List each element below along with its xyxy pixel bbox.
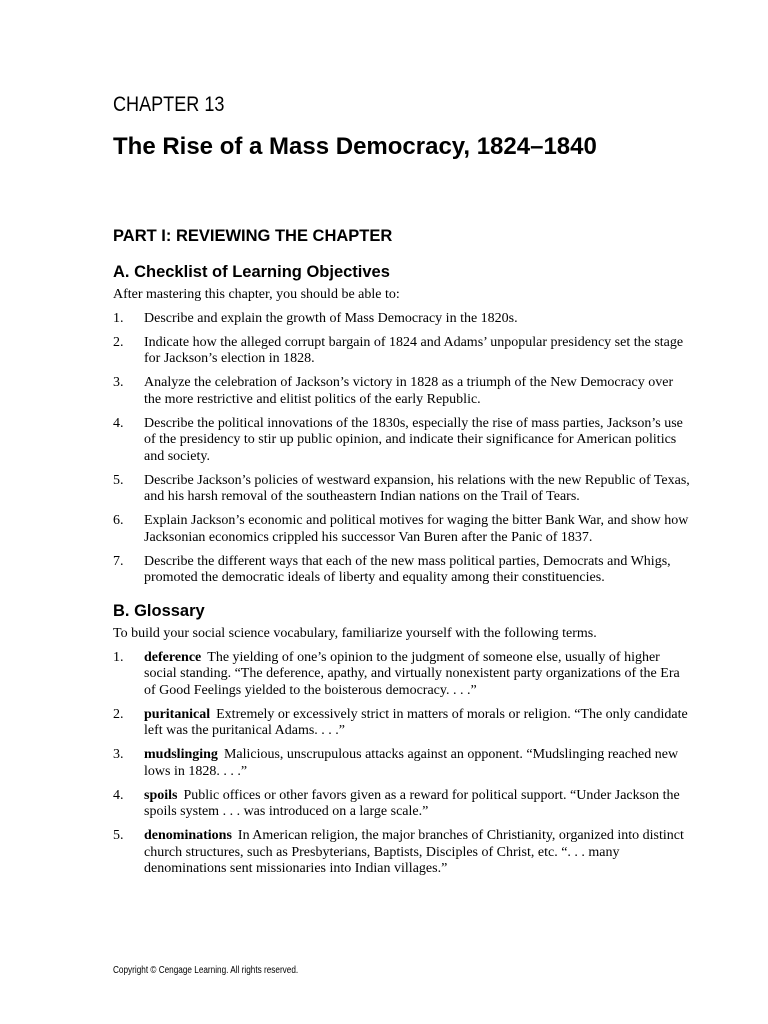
glossary-term: denominations [144,828,232,843]
item-number: 2. [113,706,124,722]
item-text [144,788,693,821]
glossary-item [113,747,693,780]
item-number: 4. [113,787,124,803]
chapter-title: The Rise of a Mass Democracy, 1824–1840 [113,133,597,160]
item-number: 6. [113,513,124,528]
item-text [144,747,693,780]
item-number: 4. [113,415,124,431]
glossary-item [113,788,693,821]
item-text: Indicate how the alleged corrupt bargain of 1824 and Adams’ unpopular presidency set the stage for Jackson’s election in 1828. [144,334,684,366]
section-intro: After mastering this chapter, you should be able to: [113,287,400,302]
glossary-definition: Public offices or other favors given as a reward for political support. “Under Jackson the spoils system . . . was introduced on a large scale.” [144,787,680,819]
item-number: 1. [113,310,124,326]
glossary-item [113,828,693,878]
list-item [113,554,693,587]
learning-objectives-section [113,262,693,594]
item-number: 3. [113,375,124,390]
glossary-list [113,650,693,878]
item-number: 5. [113,472,124,488]
glossary-item [113,707,693,740]
item-number: 2. [113,334,124,350]
list-item [113,473,693,506]
chapter-label: CHAPTER 13 [113,93,225,116]
glossary-definition: In American religion, the major branches of Christianity, organized into distinct church structures, such as Presbyterians, Baptists, Disciples of Christ, etc. “. . . many denominations sent missionaries into Indian villages.” [144,828,684,876]
copyright-footer: Copyright © Cengage Learning. All rights reserved. [113,965,299,976]
section-heading: A. Checklist of Learning Objectives [113,263,390,281]
glossary-term: spoils [144,787,178,803]
part-heading: PART I: REVIEWING THE CHAPTER [113,227,393,245]
item-text: Explain Jackson’s economic and political motives for waging the bitter Bank War, and show how Jacksonian economics crippled his successor Van Buren after the Panic of 1837. [144,513,689,545]
glossary-definition: Extremely or excessively strict in matters of morals or religion. “The only candidate left was the puritanical Adams. . . .” [144,706,688,738]
glossary-definition: The yielding of one’s opinion to the judgment of someone else, usually of higher social standing. “The deference, apathy, and virtually nonexistent party organizations of the Era of Good Feelings yielded to the boisterous democracy. . . .” [144,649,680,698]
glossary-item [113,650,693,700]
item-text: Describe and explain the growth of Mass Democracy in the 1820s. [144,310,518,326]
item-text: Describe Jackson’s policies of westward expansion, his relations with the new Republic of Texas, and his harsh removal of the southeastern Indian nations on the Trail of Tears. [144,472,690,504]
list-item [113,416,693,466]
item-text: Describe the political innovations of the 1830s, especially the rise of mass parties, Jackson’s use of the presidency to stir up public opinion, and indicate their significance for American politics and society. [144,415,683,464]
section-heading: B. Glossary [113,602,205,620]
glossary-term: deference [144,649,202,665]
item-number: 7. [113,553,124,569]
glossary-definition: Malicious, unscrupulous attacks against an opponent. “Mudslinging reached new lows in 1828. . . .” [144,747,679,779]
list-item [113,335,693,368]
list-item [113,311,693,328]
glossary-section [113,601,693,885]
item-text [144,828,693,878]
glossary-term: mudslinging [144,747,218,762]
item-number: 1. [113,649,124,665]
list-item [113,375,693,408]
item-text [144,707,693,740]
item-text [144,650,693,700]
glossary-term: puritanical [144,706,211,722]
item-number: 3. [113,747,124,762]
item-text: Describe the different ways that each of the new mass political parties, Democrats and Whigs, promoted the democratic ideals of liberty and equality among their constituencies. [144,553,671,585]
section-intro: To build your social science vocabulary, familiarize yourself with the following terms. [113,626,597,641]
item-number: 5. [113,828,124,843]
item-text: Analyze the celebration of Jackson’s victory in 1828 as a triumph of the New Democracy over the more restrictive and elitist politics of the early Republic. [144,375,674,407]
list-item [113,513,693,546]
objectives-list [113,311,693,587]
